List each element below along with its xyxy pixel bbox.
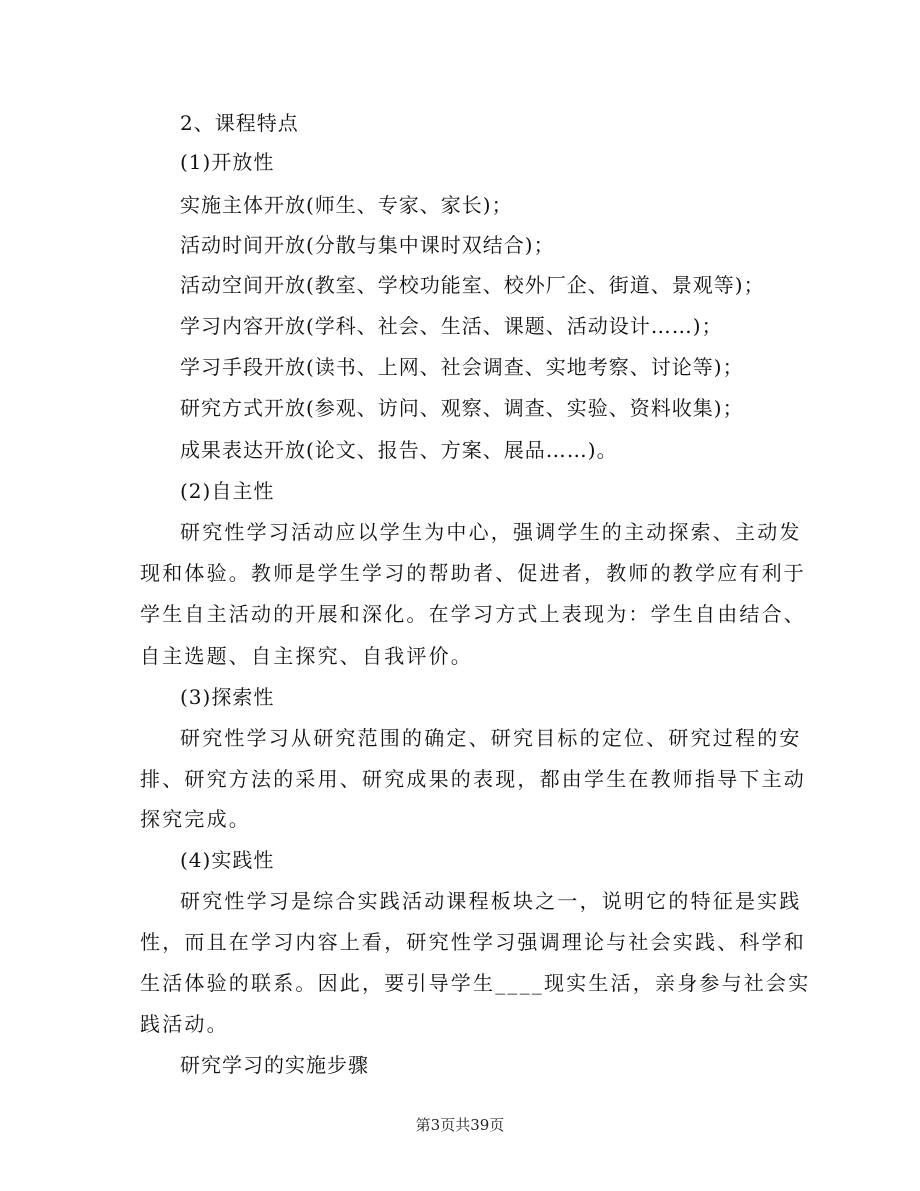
autonomy-paragraph-line: 自主选题、自主探究、自我评价。	[140, 644, 473, 668]
openness-item-content: 学习内容开放(学科、社会、生活、课题、活动设计……)；	[180, 314, 723, 338]
openness-item-space: 活动空间开放(教室、学校功能室、校外厂企、街道、景观等)；	[180, 273, 765, 297]
exploration-paragraph-line: 排、研究方法的采用、研究成果的表现，都由学生在教师指导下主动	[140, 767, 806, 791]
openness-item-method: 研究方式开放(参观、访问、观察、调查、实验、资料收集)；	[180, 396, 744, 420]
subheading-exploration: (3)探索性	[180, 685, 275, 709]
practice-paragraph-line: 性，而且在学习内容上看，研究性学习强调理论与社会实践、科学和	[140, 930, 806, 954]
page-number: 第3页共39页	[415, 1116, 505, 1134]
subheading-practice: (4)实践性	[180, 848, 275, 872]
practice-paragraph-line: 生活体验的联系。因此，要引导学生____现实生活，亲身参与社会实	[140, 971, 811, 995]
openness-item-means: 学习手段开放(读书、上网、社会调查、实地考察、讨论等)；	[180, 355, 744, 379]
practice-paragraph-line: 践活动。	[140, 1012, 229, 1036]
exploration-paragraph-line: 探究完成。	[140, 807, 251, 831]
openness-item-result: 成果表达开放(论文、报告、方案、展品……)。	[180, 438, 618, 462]
section-heading: 2、课程特点	[180, 111, 299, 135]
autonomy-paragraph-line: 学生自主活动的开展和深化。在学习方式上表现为：学生自由结合、	[140, 602, 806, 626]
subheading-openness: (1)开放性	[180, 150, 275, 174]
autonomy-paragraph-line: 研究性学习活动应以学生为中心，强调学生的主动探索、主动发	[180, 520, 802, 544]
subheading-autonomy: (2)自主性	[180, 479, 275, 503]
exploration-paragraph-line: 研究性学习从研究范围的确定、研究目标的定位、研究过程的安	[180, 726, 802, 750]
section-heading-steps: 研究学习的实施步骤	[180, 1053, 369, 1077]
autonomy-paragraph-line: 现和体验。教师是学生学习的帮助者、促进者，教师的教学应有利于	[140, 561, 806, 585]
practice-paragraph-line: 研究性学习是综合实践活动课程板块之一，说明它的特征是实践	[180, 889, 802, 913]
openness-item-subject: 实施主体开放(师生、专家、家长)；	[180, 193, 513, 217]
openness-item-time: 活动时间开放(分散与集中课时双结合)；	[180, 233, 555, 257]
